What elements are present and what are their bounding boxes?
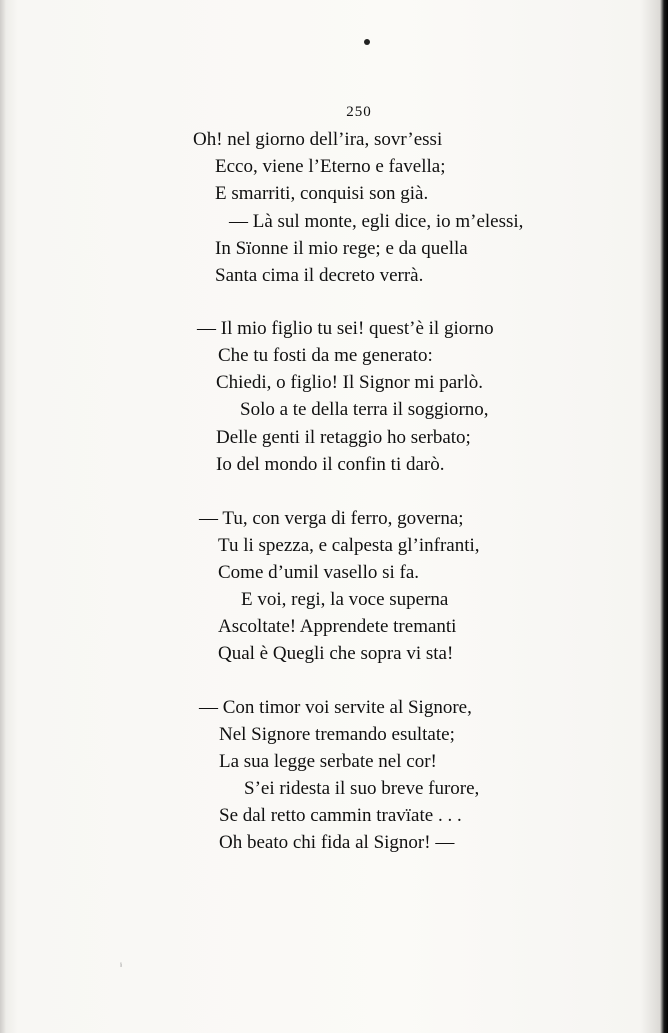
poem-line: E voi, regi, la voce superna <box>241 589 449 610</box>
ink-speck-mark: ⁱ <box>120 962 123 973</box>
poem-line: — Tu, con verga di ferro, governa; <box>199 508 464 529</box>
poem-line: In Sïonne il mio rege; e da quella <box>215 238 468 259</box>
poem-line: Che tu fosti da me generato: <box>218 345 433 366</box>
poem-line: Ascoltate! Apprendete tremanti <box>218 616 457 637</box>
poem-line: Chiedi, o figlio! Il Signor mi parlò. <box>216 372 484 393</box>
poem-line: Nel Signore tremando esultate; <box>219 724 455 745</box>
poem-line: Come d’umil vasello si fa. <box>218 562 420 583</box>
poem-line: Solo a te della terra il soggiorno, <box>240 399 489 420</box>
page-number: 250 <box>346 104 372 120</box>
poem-line: Oh beato chi fida al Signor! — <box>219 832 455 853</box>
poem-line: Io del mondo il confin ti darò. <box>216 454 445 475</box>
poem-line: Ecco, viene l’Eterno e favella; <box>215 156 446 177</box>
poem-line: La sua legge serbate nel cor! <box>219 751 437 772</box>
poem-line: Se dal retto cammin travïate . . . <box>219 805 462 826</box>
page-left-edge-shadow <box>0 0 6 1033</box>
poem-line: — Là sul monte, egli dice, io m’elessi, <box>229 211 524 232</box>
poem-line: Qual è Quegli che sopra vi sta! <box>218 643 454 664</box>
poem-line: — Il mio figlio tu sei! quest’è il giorno <box>197 318 494 339</box>
poem-line: E smarriti, conquisi son già. <box>215 183 429 204</box>
poem-line: — Con timor voi servite al Signore, <box>199 697 472 718</box>
poem-line: Tu li spezza, e calpesta gl’infranti, <box>218 535 480 556</box>
poem-line: Oh! nel giorno dell’ira, sovr’essi <box>193 129 443 150</box>
poem-line: Delle genti il retaggio ho serbato; <box>216 427 471 448</box>
ink-dot-mark <box>364 39 370 45</box>
poem-line: S’ei ridesta il suo breve furore, <box>244 778 480 799</box>
poem-line: Santa cima il decreto verrà. <box>215 265 424 286</box>
